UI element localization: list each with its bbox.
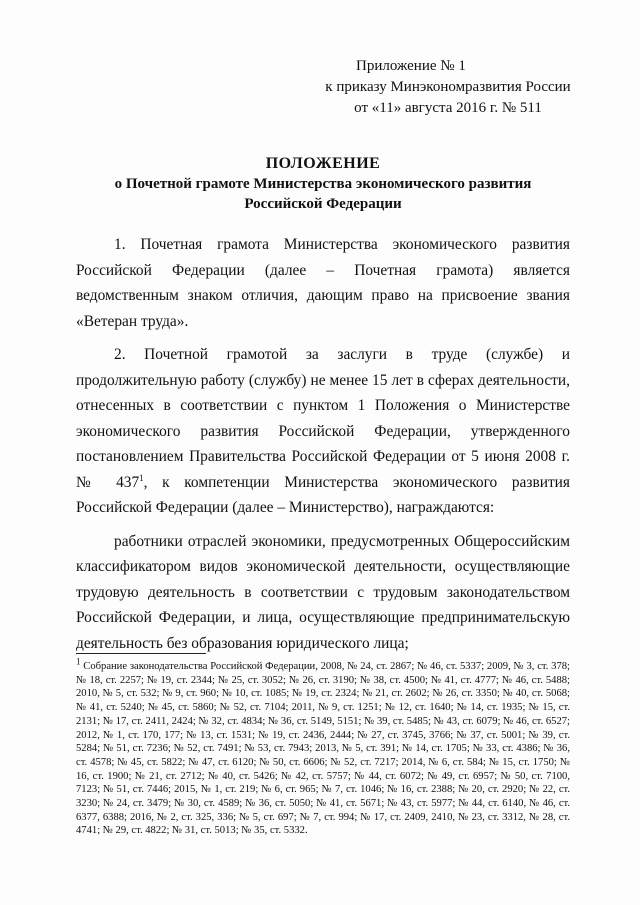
document-body [76, 232, 570, 667]
title-subject: о Почетной грамоте Министерства экономического развития [114, 176, 532, 192]
appendix-order-date: от «11» августа 2016 г. № 511 [354, 100, 542, 116]
footnote-mark: 1 [76, 656, 81, 667]
title-subject-cont: Российской Федерации [244, 196, 402, 212]
footnote-separator [76, 653, 206, 654]
paragraph-1: 1. Почетная грамота Министерства экономического развития Российской Федерации (далее – Почетная грамота) является ведомственным знаком отличия, дающим право на присвоение звания «Ветеран труда». [76, 236, 570, 330]
appendix-header [318, 56, 578, 119]
appendix-number: Приложение № 1 [356, 58, 466, 74]
footnote [76, 656, 570, 838]
paragraph-2 [76, 342, 570, 521]
document-title [76, 153, 570, 214]
paragraph-2-text: 2. Почетной грамотой за заслуги в труде (службе) и продолжительную работу (службу) не менее 15 лет в сферах деятельности, отнесенных в соответствии с пунктом 1 Положения о Министерстве экономического развития Российской Федерации, утвержденного постановлением Правительства Российской Федерации от 5 июня 2008 г. № 437 [76, 346, 570, 491]
paragraph-2-text-cont: , к компетенции Министерства экономического развития Российской Федерации (далее – Министерство), награждаются: [76, 473, 570, 516]
paragraph-3: работники отраслей экономики, предусмотренных Общероссийским классификатором видов экономической деятельности, осуществляющие трудовую деятельность в соответствии с трудовым законодательством Российской Федерации, и лица, осуществляющие предпринимательскую деятельность без образования юридического лица; [76, 532, 570, 652]
footnote-reference: 1 [139, 472, 144, 483]
footnote-text: Собрание законодательства Российской Федерации, 2008, № 24, ст. 2867; № 46, ст. 5337; 2009, № 3, ст. 378; № 18, ст. 2257; № 19, ст. 2344; № 25, ст. 3052; № 26, ст. 3190; № 38, ст. 4500; № 41, ст. 4777; № 46, ст. 5488; 2010, № 5, ст. 532; № 9, ст. 960; № 10, ст. 1085; № 19, ст. 2324; № 21, ст. 2602; № 26, ст. 3350; № 40, ст. 5068; № 41, ст. 5240; № 45, ст. 5860; № 52, ст. 7104; 2011, № 9, ст. 1251; № 12, ст. 1640; № 14, ст. 1935; № 15, ст. 2131; № 17, ст. 2411, 2424; № 32, ст. 4834; № 36, ст. 5149, 5151; № 39, ст. 5485; № 43, ст. 6079; № 46, ст. 6527; 2012, № 1, ст. 170, 177; № 13, ст. 1531; № 19, ст. 2436, 2444; № 27, ст. 3745, 3766; № 37, ст. 5001; № 39, ст. 5284; № 51, ст. 7236; № 52, ст. 7491; № 53, ст. 7943; 2013, № 5, ст. 391; № 14, ст. 1705; № 33, ст. 4386; № 36, ст. 4578; № 45, ст. 5822; № 47, ст. 6120; № 50, ст. 6606; № 52, ст. 7217; 2014, № 6, ст. 584; № 15, ст. 1750; № 16, ст. 1900; № 21, ст. 2712; № 40, ст. 5426; № 42, ст. 5757; № 44, ст. 6072; № 49, ст. 6957; № 50, ст. 7100, 7123; № 51, ст. 7446; 2015, № 1, ст. 219; № 6, ст. 965; № 7, ст. 1046; № 16, ст. 2388; № 20, ст. 2920; № 22, ст. 3230; № 24, ст. 3479; № 30, ст. 4589; № 36, ст. 5050; № 41, ст. 5671; № 43, ст. 5977; № 44, ст. 6140, № 46, ст. 6377, 6388; 2016, № 2, ст. 325, 336; № 5, ст. 697; № 7, ст. 994; № 17, ст. 2409, 2410, № 23, ст. 3312, № 28, ст. 4741; № 29, ст. 4822; № 31, ст. 5013; № 35, ст. 5332. [76, 661, 570, 837]
appendix-order-ref: к приказу Минэкономразвития России [325, 79, 571, 95]
title-heading: ПОЛОЖЕНИЕ [265, 155, 381, 172]
